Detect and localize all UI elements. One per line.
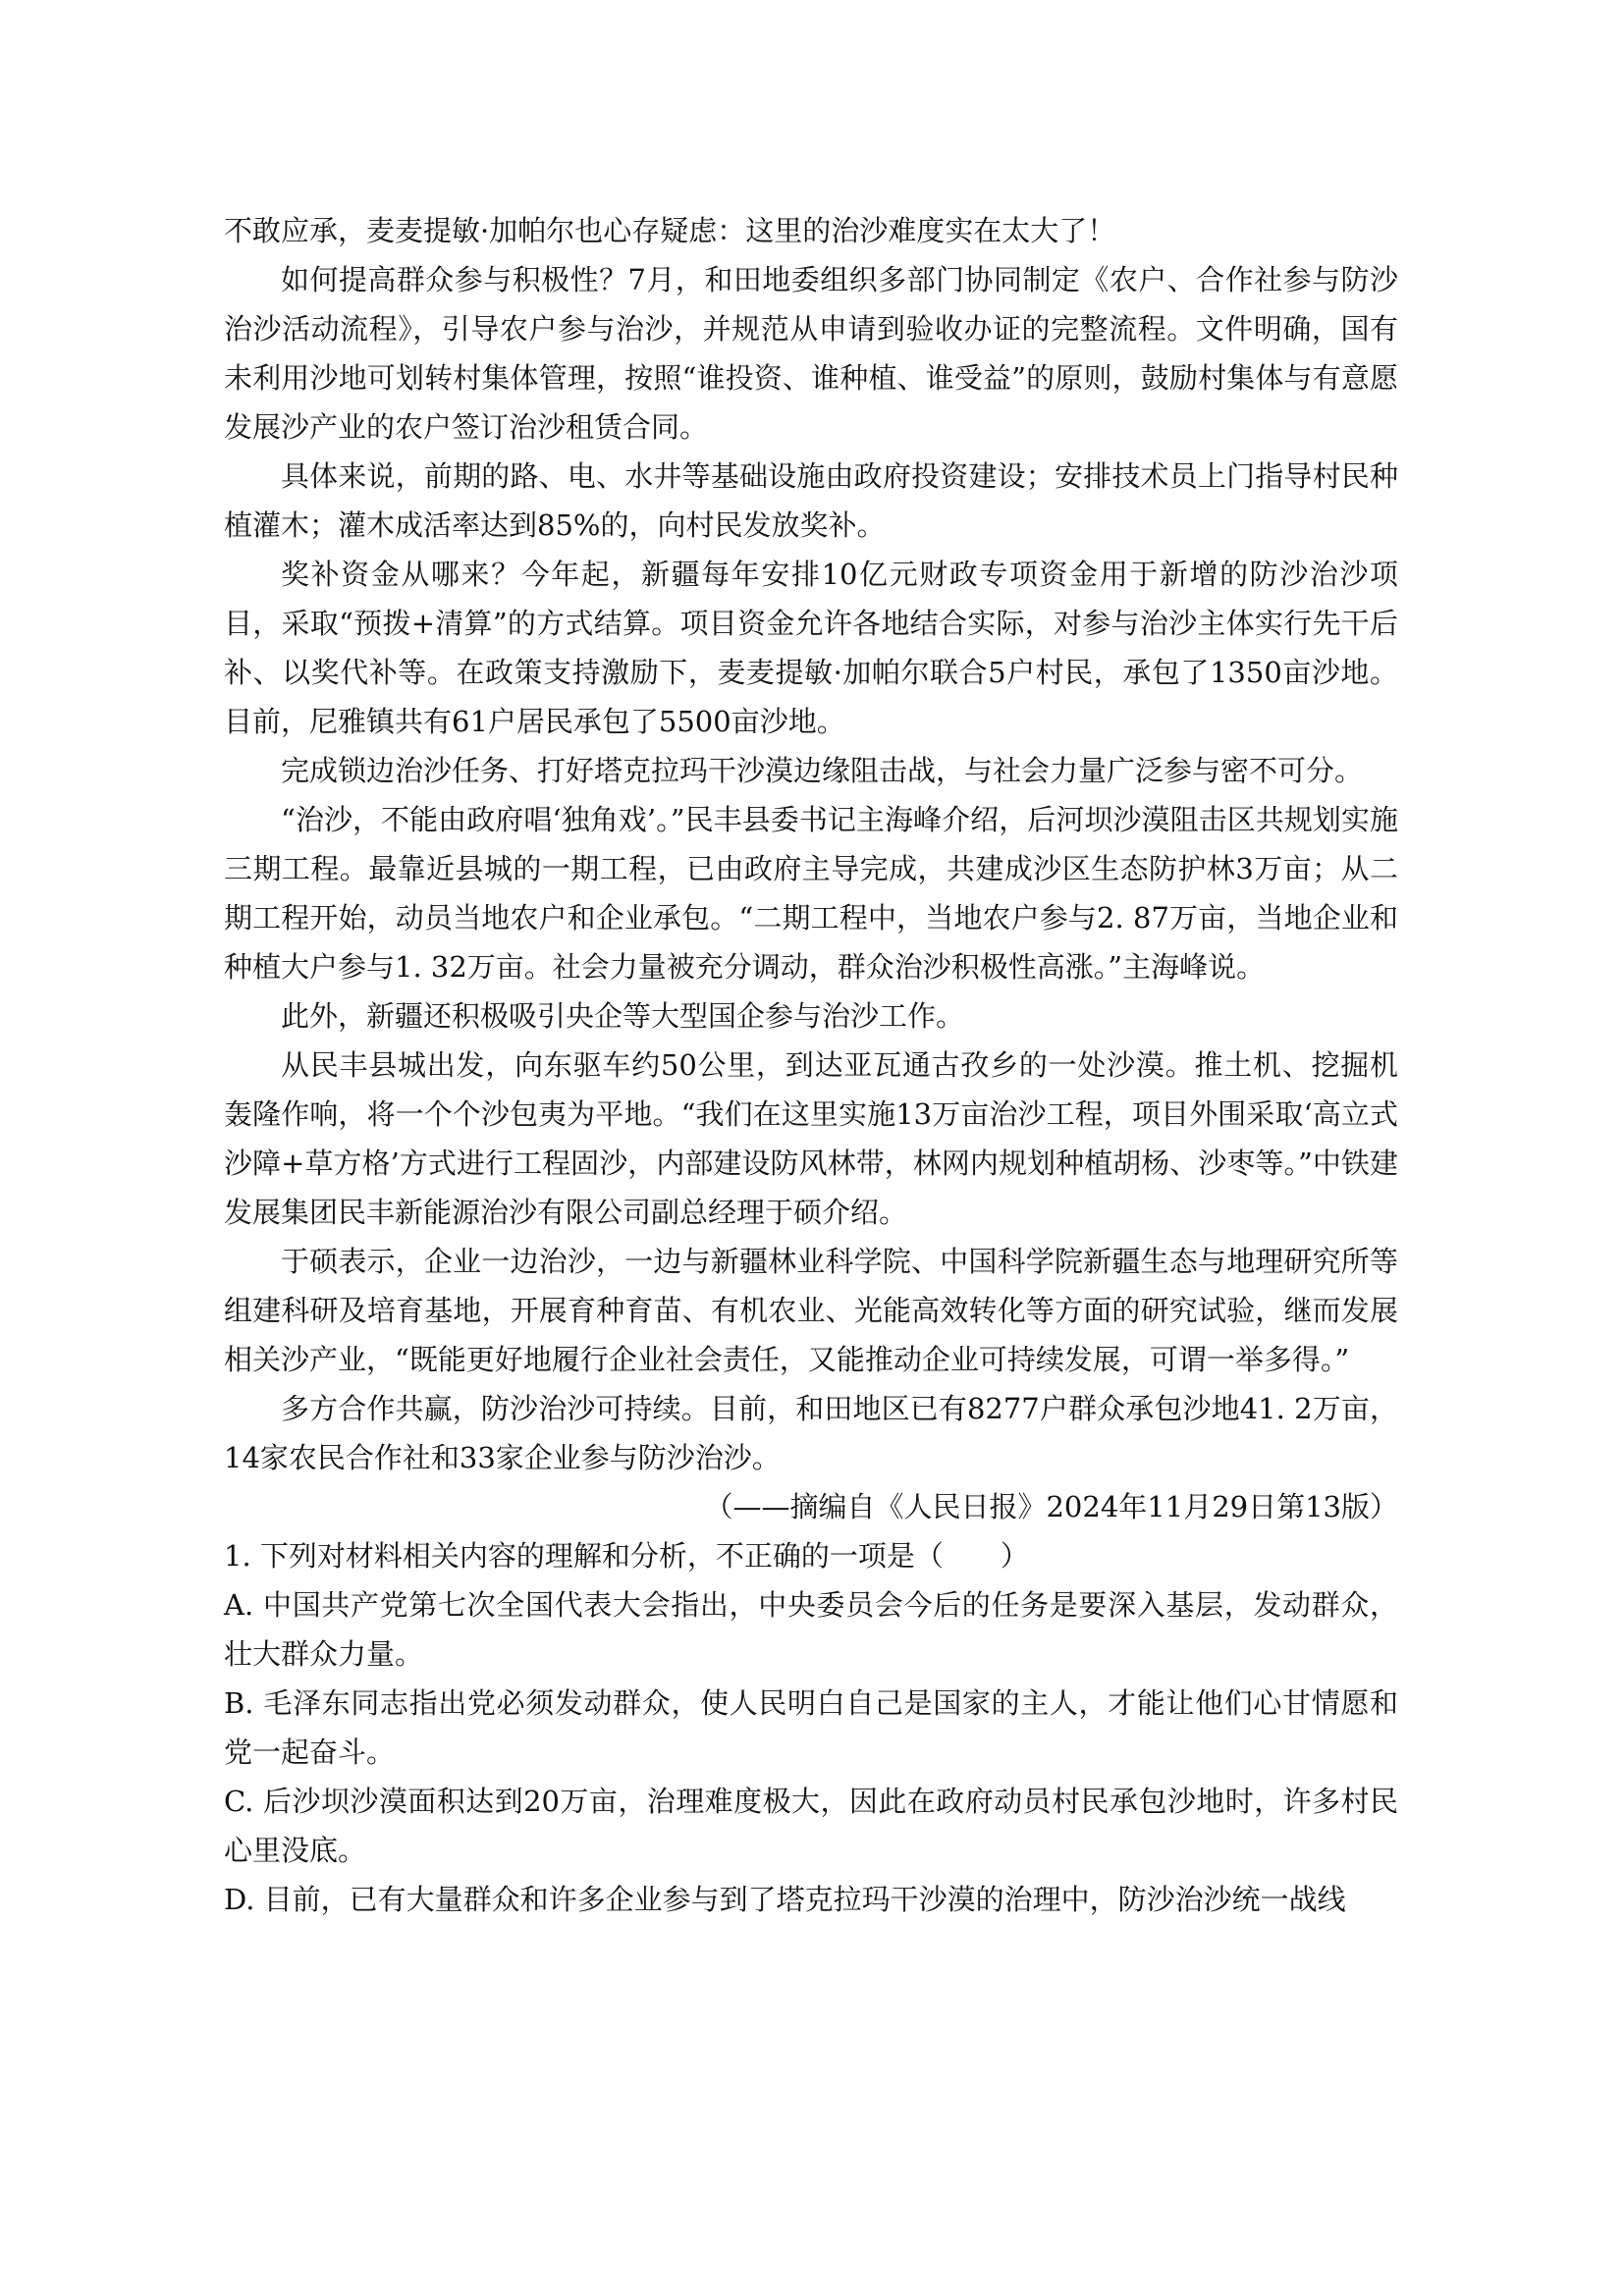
paragraph: 从民丰县城出发，向东驱车约50公里，到达亚瓦通古孜乡的一处沙漠。推土机、挖掘机轰隆作响，将一个个沙包夷为平地。“我们在这里实施13万亩治沙工程，项目外围采取‘高立式沙障+草方格’方式进行工程固沙，内部建设防风林带，林网内规划种植胡杨、沙枣等。”中铁建发展集团民丰新能源治沙有限公司副总经理于硕介绍。 <box>224 1048 1398 1229</box>
paragraph: 此外，新疆还积极吸引央企等大型国企参与治沙工作。 <box>281 999 965 1033</box>
paragraph: 完成锁边治沙任务、打好塔克拉玛干沙漠边缘阻击战，与社会力量广泛参与密不可分。 <box>281 754 1364 787</box>
paragraph: 于硕表示，企业一边治沙，一边与新疆林业科学院、中国科学院新疆生态与地理研究所等组建科研及培育基地，开展育种育苗、有机农业、光能高效转化等方面的研究试验，继而发展相关沙产业，“既能更好地履行企业社会责任，又能推动企业可持续发展，可谓一举多得。” <box>224 1245 1398 1376</box>
source-citation: （——摘编自《人民日报》2024年11月29日第13版） <box>704 1490 1398 1523</box>
paragraph: 多方合作共赢，防沙治沙可持续。目前，和田地区已有8277户群众承包沙地41. 2万亩，14家农民合作社和33家企业参与防沙治沙。 <box>224 1392 1398 1474</box>
option-a: A. 中国共产党第七次全国代表大会指出，中央委员会今后的任务是要深入基层，发动群众，壮大群众力量。 <box>224 1588 1398 1671</box>
question-stem: 1. 下列对材料相关内容的理解和分析，不正确的一项是（ ） <box>224 1539 1029 1573</box>
option-d: D. 目前，已有大量群众和许多企业参与到了塔克拉玛干沙漠的治理中，防沙治沙统一战线 <box>224 1883 1346 1916</box>
article-body <box>224 206 1398 1924</box>
paragraph: 如何提高群众参与积极性？7月，和田地委组织多部门协同制定《农户、合作社参与防沙治沙活动流程》，引导农户参与治沙，并规范从申请到验收办证的完整流程。文件明确，国有未利用沙地可划转村集体管理，按照“谁投资、谁种植、谁受益”的原则，鼓励村集体与有意愿发展沙产业的农户签订治沙租赁合同。 <box>224 263 1398 444</box>
option-b: B. 毛泽东同志指出党必须发动群众，使人民明白自己是国家的主人，才能让他们心甘情愿和党一起奋斗。 <box>224 1686 1398 1769</box>
paragraph: “治沙，不能由政府唱‘独角戏’。”民丰县委书记主海峰介绍，后河坝沙漠阻击区共规划实施三期工程。最靠近县城的一期工程，已由政府主导完成，共建成沙区生态防护林3万亩；从二期工程开始，动员当地农户和企业承包。“二期工程中，当地农户参与2. 87万亩，当地企业和种植大户参与1. 32万亩。社会力量被充分调动，群众治沙积极性高涨。”主海峰说。 <box>224 803 1398 984</box>
option-c: C. 后沙坝沙漠面积达到20万亩，治理难度极大，因此在政府动员村民承包沙地时，许多村民心里没底。 <box>224 1785 1398 1867</box>
paragraph-continued: 不敢应承，麦麦提敏·加帕尔也心存疑虑：这里的治沙难度实在太大了！ <box>224 214 1116 247</box>
paragraph: 具体来说，前期的路、电、水井等基础设施由政府投资建设；安排技术员上门指导村民种植灌木；灌木成活率达到85%的，向村民发放奖补。 <box>224 459 1398 542</box>
paragraph: 奖补资金从哪来？今年起，新疆每年安排10亿元财政专项资金用于新增的防沙治沙项目，采取“预拨+清算”的方式结算。项目资金允许各地结合实际，对参与治沙主体实行先干后补、以奖代补等。在政策支持激励下，麦麦提敏·加帕尔联合5户村民，承包了1350亩沙地。目前，尼雅镇共有61户居民承包了5500亩沙地。 <box>224 558 1398 738</box>
